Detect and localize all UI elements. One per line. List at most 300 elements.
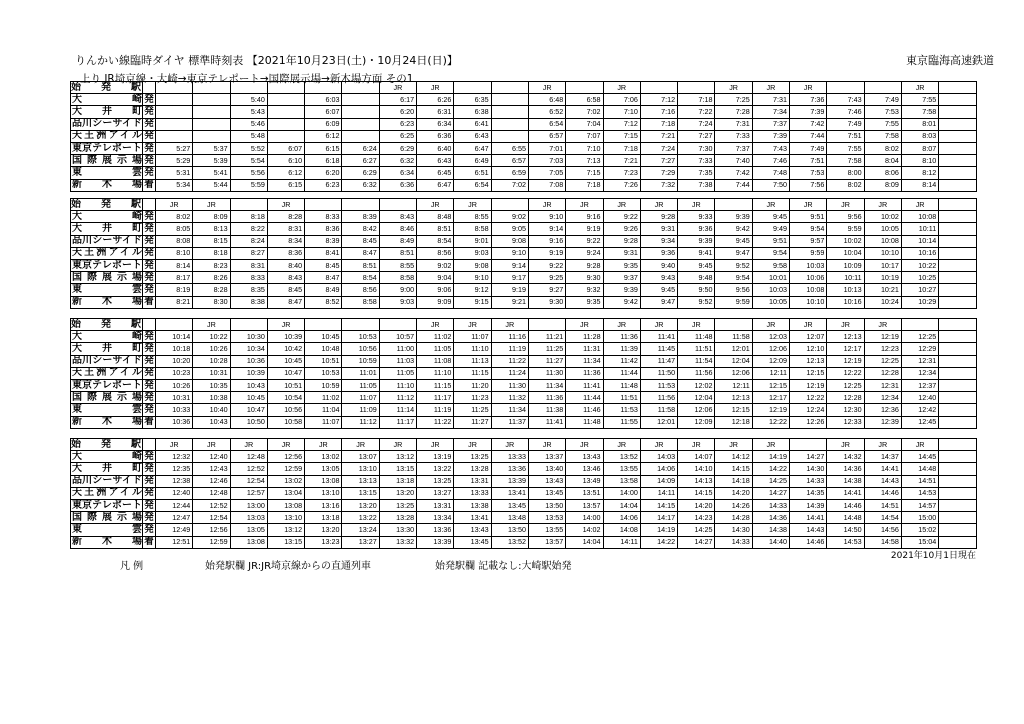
time-cell: 7:02 (491, 179, 528, 191)
time-cell (939, 343, 976, 355)
time-cell: 9:06 (417, 284, 454, 296)
time-cell: 7:44 (715, 179, 752, 191)
time-cell: 14:48 (827, 512, 864, 524)
time-cell: 8:33 (305, 211, 342, 223)
time-cell: 7:49 (827, 118, 864, 130)
time-cell: 9:05 (491, 223, 528, 235)
station-name (71, 130, 143, 142)
time-cell: 12:46 (193, 475, 230, 487)
station-row (71, 94, 977, 106)
time-cell: 13:52 (491, 536, 528, 548)
station-name-text: 東雲 (72, 403, 142, 415)
time-cell: 11:56 (678, 367, 715, 379)
time-cell: 7:56 (790, 179, 827, 191)
time-cell: 14:20 (678, 499, 715, 511)
origin-cell: JR (864, 199, 901, 211)
time-cell: 9:36 (678, 223, 715, 235)
time-cell: 12:11 (715, 379, 752, 391)
time-cell: 12:06 (715, 367, 752, 379)
station-name (71, 512, 143, 524)
time-cell: 6:17 (379, 94, 416, 106)
time-cell: 14:27 (678, 536, 715, 548)
time-cell: 14:17 (640, 512, 677, 524)
time-cell: 12:34 (901, 367, 938, 379)
time-cell: 6:32 (342, 179, 379, 191)
time-cell: 14:03 (640, 451, 677, 463)
time-cell: 7:58 (901, 106, 938, 118)
time-cell (939, 211, 976, 223)
time-cell (156, 106, 193, 118)
time-cell: 8:09 (864, 179, 901, 191)
time-cell: 13:22 (342, 512, 379, 524)
time-cell (939, 524, 976, 536)
station-row (71, 284, 977, 296)
time-cell: 13:37 (528, 451, 565, 463)
time-cell: 15:02 (901, 524, 938, 536)
time-cell: 12:04 (715, 355, 752, 367)
time-cell: 9:22 (603, 211, 640, 223)
time-cell: 12:26 (790, 416, 827, 428)
time-cell: 14:28 (715, 512, 752, 524)
time-cell: 11:07 (454, 331, 491, 343)
time-cell: 9:31 (640, 223, 677, 235)
station-name (71, 367, 143, 379)
time-cell: 8:07 (901, 142, 938, 154)
time-cell: 10:35 (193, 379, 230, 391)
time-cell: 6:51 (454, 167, 491, 179)
time-cell: 14:56 (864, 524, 901, 536)
time-cell (939, 223, 976, 235)
time-cell: 8:45 (267, 284, 304, 296)
time-cell: 12:37 (901, 379, 938, 391)
time-cell: 5:34 (156, 179, 193, 191)
time-cell: 11:50 (640, 367, 677, 379)
time-cell: 11:58 (715, 331, 752, 343)
origin-cell: JR (342, 439, 379, 451)
time-cell: 8:34 (267, 235, 304, 247)
time-cell: 12:48 (193, 487, 230, 499)
legend-title: 凡 例 (120, 561, 144, 572)
time-cell: 10:14 (156, 331, 193, 343)
time-cell: 9:51 (790, 211, 827, 223)
time-cell: 13:45 (528, 487, 565, 499)
time-cell: 9:52 (678, 296, 715, 308)
dep-arr-mark: 発 (144, 342, 154, 354)
time-cell: 13:38 (454, 499, 491, 511)
time-cell: 11:25 (528, 343, 565, 355)
time-cell: 11:13 (454, 355, 491, 367)
time-cell: 7:18 (640, 118, 677, 130)
dep-arr-mark: 発 (144, 210, 154, 222)
time-cell: 13:41 (454, 512, 491, 524)
time-cell: 12:17 (752, 392, 789, 404)
time-cell: 10:38 (193, 392, 230, 404)
origin-cell: JR (491, 439, 528, 451)
time-cell: 11:54 (678, 355, 715, 367)
time-cell: 10:04 (827, 247, 864, 259)
time-cell: 12:59 (193, 536, 230, 548)
origin-kind (143, 82, 156, 94)
time-cell: 8:51 (379, 247, 416, 259)
time-cell: 6:59 (491, 167, 528, 179)
time-cell: 7:22 (678, 106, 715, 118)
time-cell: 11:48 (603, 379, 640, 391)
time-cell: 11:25 (454, 404, 491, 416)
time-cell (342, 118, 379, 130)
origin-cell: JR (491, 319, 528, 331)
station-name (71, 167, 143, 179)
time-cell: 13:48 (491, 512, 528, 524)
origin-cell: JR (640, 199, 677, 211)
time-cell: 9:39 (603, 284, 640, 296)
time-cell: 12:01 (640, 416, 677, 428)
time-cell: 10:05 (864, 223, 901, 235)
time-cell: 12:15 (790, 367, 827, 379)
time-cell: 14:53 (827, 536, 864, 548)
time-cell: 11:19 (417, 404, 454, 416)
time-cell: 11:41 (566, 379, 603, 391)
time-cell: 14:06 (603, 512, 640, 524)
time-cell: 13:18 (379, 475, 416, 487)
time-cell: 12:44 (156, 499, 193, 511)
time-cell: 8:47 (305, 272, 342, 284)
time-cell: 9:59 (790, 247, 827, 259)
time-cell: 13:50 (491, 524, 528, 536)
company-name: 東京臨海高速鉄道 (906, 54, 994, 67)
time-cell: 11:48 (678, 331, 715, 343)
time-cell: 12:31 (901, 355, 938, 367)
dep-arr-mark: 発 (144, 487, 154, 499)
time-cell: 13:23 (305, 536, 342, 548)
dep-arr-mark: 発 (144, 271, 154, 283)
station-name (71, 272, 143, 284)
time-cell: 14:46 (790, 536, 827, 548)
time-cell: 14:20 (715, 487, 752, 499)
time-cell: 12:39 (864, 416, 901, 428)
origin-cell: JR (640, 319, 677, 331)
time-cell: 13:57 (566, 499, 603, 511)
time-cell: 7:27 (678, 130, 715, 142)
time-cell: 13:31 (454, 475, 491, 487)
origin-cell (864, 82, 901, 94)
origin-cell (901, 319, 938, 331)
time-cell: 6:12 (267, 167, 304, 179)
time-cell: 7:49 (790, 142, 827, 154)
origin-cell (305, 82, 342, 94)
time-cell: 14:15 (715, 463, 752, 475)
time-cell: 8:10 (901, 155, 938, 167)
time-cell: 11:12 (342, 416, 379, 428)
origin-cell (230, 82, 267, 94)
time-cell: 9:48 (678, 272, 715, 284)
time-cell: 11:36 (528, 392, 565, 404)
station-name-text: 国際展示場 (72, 154, 142, 166)
time-cell (193, 106, 230, 118)
time-cell: 12:49 (156, 524, 193, 536)
time-cell: 14:38 (827, 475, 864, 487)
time-cell: 10:23 (156, 367, 193, 379)
time-cell: 7:10 (566, 142, 603, 154)
time-cell: 8:02 (827, 179, 864, 191)
time-cell: 14:36 (752, 512, 789, 524)
time-cell: 12:22 (827, 367, 864, 379)
time-cell: 13:05 (230, 524, 267, 536)
time-cell: 8:12 (901, 167, 938, 179)
time-cell: 6:55 (491, 142, 528, 154)
time-cell: 8:51 (417, 223, 454, 235)
time-cell: 6:29 (342, 167, 379, 179)
time-cell: 10:36 (230, 355, 267, 367)
time-cell: 13:30 (379, 524, 416, 536)
time-cell: 12:25 (864, 355, 901, 367)
time-cell: 11:28 (566, 331, 603, 343)
origin-cell: JR (790, 82, 827, 94)
time-cell: 11:34 (528, 379, 565, 391)
time-cell: 8:39 (305, 235, 342, 247)
time-cell: 13:08 (230, 536, 267, 548)
origin-cell: JR (864, 439, 901, 451)
time-cell: 12:43 (193, 463, 230, 475)
origin-cell: JR (678, 319, 715, 331)
time-cell: 8:23 (193, 259, 230, 271)
time-cell: 10:16 (901, 247, 938, 259)
time-cell: 8:56 (342, 284, 379, 296)
origin-cell (827, 82, 864, 94)
station-row (71, 475, 977, 487)
time-cell: 13:05 (305, 463, 342, 475)
time-cell: 10:10 (790, 296, 827, 308)
time-cell: 8:58 (342, 296, 379, 308)
station-name (71, 179, 143, 191)
time-cell: 7:39 (752, 130, 789, 142)
time-cell: 8:14 (156, 259, 193, 271)
time-cell (939, 499, 976, 511)
time-cell (939, 379, 976, 391)
time-cell: 12:15 (752, 379, 789, 391)
time-cell: 6:34 (417, 118, 454, 130)
time-cell: 8:21 (156, 296, 193, 308)
as-of-date: 2021年10月1日現在 (890, 551, 976, 561)
time-cell: 12:13 (827, 331, 864, 343)
time-cell: 13:15 (342, 487, 379, 499)
time-cell: 14:10 (678, 463, 715, 475)
time-cell: 11:39 (603, 343, 640, 355)
station-row (71, 392, 977, 404)
time-cell: 9:47 (715, 247, 752, 259)
time-cell: 14:30 (790, 463, 827, 475)
time-cell: 5:41 (193, 167, 230, 179)
time-cell: 9:56 (715, 284, 752, 296)
time-cell: 9:28 (603, 235, 640, 247)
time-cell: 10:43 (193, 416, 230, 428)
station-name-text: 東京テレポート (72, 142, 142, 154)
time-cell: 13:39 (417, 536, 454, 548)
time-cell: 12:57 (230, 487, 267, 499)
time-cell: 14:58 (864, 536, 901, 548)
time-cell: 10:34 (230, 343, 267, 355)
time-cell: 13:10 (342, 463, 379, 475)
time-cell: 7:18 (566, 179, 603, 191)
time-cell: 10:40 (193, 404, 230, 416)
time-cell: 13:19 (417, 451, 454, 463)
station-row (71, 106, 977, 118)
time-cell: 14:50 (827, 524, 864, 536)
time-cell: 5:43 (230, 106, 267, 118)
time-cell: 9:54 (715, 272, 752, 284)
station-row (71, 130, 977, 142)
time-cell: 14:15 (678, 487, 715, 499)
station-name-text: 大崎 (72, 450, 142, 462)
time-cell: 14:39 (790, 499, 827, 511)
station-row (71, 463, 977, 475)
origin-cell: JR (230, 439, 267, 451)
dep-arr-mark: 着 (144, 179, 154, 191)
time-cell: 5:27 (156, 142, 193, 154)
origin-cell (305, 319, 342, 331)
origin-cell: JR (603, 199, 640, 211)
time-cell (939, 367, 976, 379)
origin-cell: JR (528, 199, 565, 211)
origin-cell (230, 199, 267, 211)
time-cell: 13:41 (491, 487, 528, 499)
station-name-text: 天王洲アイル (72, 130, 142, 142)
time-cell: 11:34 (491, 404, 528, 416)
time-cell: 10:45 (267, 355, 304, 367)
station-name (71, 94, 143, 106)
time-cell: 10:53 (342, 331, 379, 343)
origin-cell: JR (156, 199, 193, 211)
station-name (71, 155, 143, 167)
time-cell: 14:04 (566, 536, 603, 548)
time-cell: 13:36 (491, 463, 528, 475)
time-cell: 7:33 (678, 155, 715, 167)
time-cell: 9:03 (454, 247, 491, 259)
time-cell: 13:46 (566, 463, 603, 475)
station-name (71, 392, 143, 404)
time-cell: 12:29 (901, 343, 938, 355)
time-cell: 12:06 (678, 404, 715, 416)
time-cell: 11:55 (603, 416, 640, 428)
time-cell: 12:19 (752, 404, 789, 416)
origin-cell: JR (827, 199, 864, 211)
time-cell: 6:34 (379, 167, 416, 179)
time-cell: 12:31 (864, 379, 901, 391)
station-name (71, 259, 143, 271)
time-cell: 10:20 (156, 355, 193, 367)
time-cell: 8:09 (193, 211, 230, 223)
dep-arr-mark: 発 (144, 462, 154, 474)
time-cell: 11:07 (342, 392, 379, 404)
station-row (71, 167, 977, 179)
time-cell: 11:19 (491, 343, 528, 355)
time-cell: 13:15 (267, 536, 304, 548)
origin-cell (566, 82, 603, 94)
time-cell: 8:54 (342, 272, 379, 284)
time-cell: 14:41 (864, 463, 901, 475)
station-name (71, 223, 143, 235)
time-cell: 13:02 (267, 475, 304, 487)
origin-cell (156, 82, 193, 94)
station-name (71, 235, 143, 247)
time-cell: 11:08 (417, 355, 454, 367)
time-cell: 5:56 (230, 167, 267, 179)
origin-cell: JR (379, 439, 416, 451)
time-cell: 13:22 (417, 463, 454, 475)
time-cell: 11:46 (566, 404, 603, 416)
time-cell: 9:51 (752, 235, 789, 247)
time-cell: 6:43 (454, 130, 491, 142)
time-cell: 12:19 (827, 355, 864, 367)
station-name-text: 新木場 (72, 536, 142, 548)
time-cell: 5:48 (230, 130, 267, 142)
time-cell (939, 167, 976, 179)
time-cell: 14:38 (752, 524, 789, 536)
time-cell: 14:46 (864, 487, 901, 499)
time-cell: 9:28 (640, 211, 677, 223)
time-cell: 8:04 (864, 155, 901, 167)
time-cell: 9:52 (715, 259, 752, 271)
time-cell: 9:09 (417, 296, 454, 308)
origin-cell: JR (193, 199, 230, 211)
time-cell: 13:36 (417, 524, 454, 536)
station-name (71, 404, 143, 416)
time-cell: 9:42 (715, 223, 752, 235)
timetable-block-3 (70, 318, 977, 429)
time-cell: 9:57 (790, 235, 827, 247)
station-name-text: 東雲 (72, 523, 142, 535)
time-cell: 7:24 (678, 118, 715, 130)
time-cell: 7:32 (640, 179, 677, 191)
time-cell: 10:05 (752, 296, 789, 308)
time-cell: 10:25 (901, 272, 938, 284)
time-cell: 9:14 (491, 259, 528, 271)
station-name (71, 106, 143, 118)
timetable-block-1 (70, 81, 977, 192)
time-cell: 12:45 (901, 416, 938, 428)
origin-cell (379, 199, 416, 211)
time-cell: 13:10 (267, 512, 304, 524)
dep-arr-mark: 発 (144, 475, 154, 487)
time-cell (939, 179, 976, 191)
origin-label-text: 始発駅 (71, 198, 141, 210)
time-cell: 7:43 (827, 94, 864, 106)
time-cell: 10:28 (193, 355, 230, 367)
time-cell: 8:49 (305, 284, 342, 296)
origin-cell: JR (454, 199, 491, 211)
time-cell: 9:12 (454, 284, 491, 296)
dep-arr-mark: 着 (144, 296, 154, 308)
time-cell: 8:30 (193, 296, 230, 308)
station-name-text: 大井町 (72, 462, 142, 474)
time-cell: 10:26 (193, 343, 230, 355)
origin-cell (939, 439, 976, 451)
time-cell: 6:20 (379, 106, 416, 118)
origin-cell: JR (790, 319, 827, 331)
time-cell: 10:39 (267, 331, 304, 343)
station-row (71, 343, 977, 355)
time-cell: 14:36 (827, 463, 864, 475)
station-name-text: 国際展示場 (72, 271, 142, 283)
origin-cell: JR (454, 319, 491, 331)
time-cell: 11:17 (379, 416, 416, 428)
station-row (71, 118, 977, 130)
time-cell: 9:58 (752, 259, 789, 271)
origin-cell (379, 319, 416, 331)
time-cell: 13:00 (230, 499, 267, 511)
time-cell: 7:49 (864, 94, 901, 106)
time-cell: 7:42 (790, 118, 827, 130)
origin-cell (640, 82, 677, 94)
